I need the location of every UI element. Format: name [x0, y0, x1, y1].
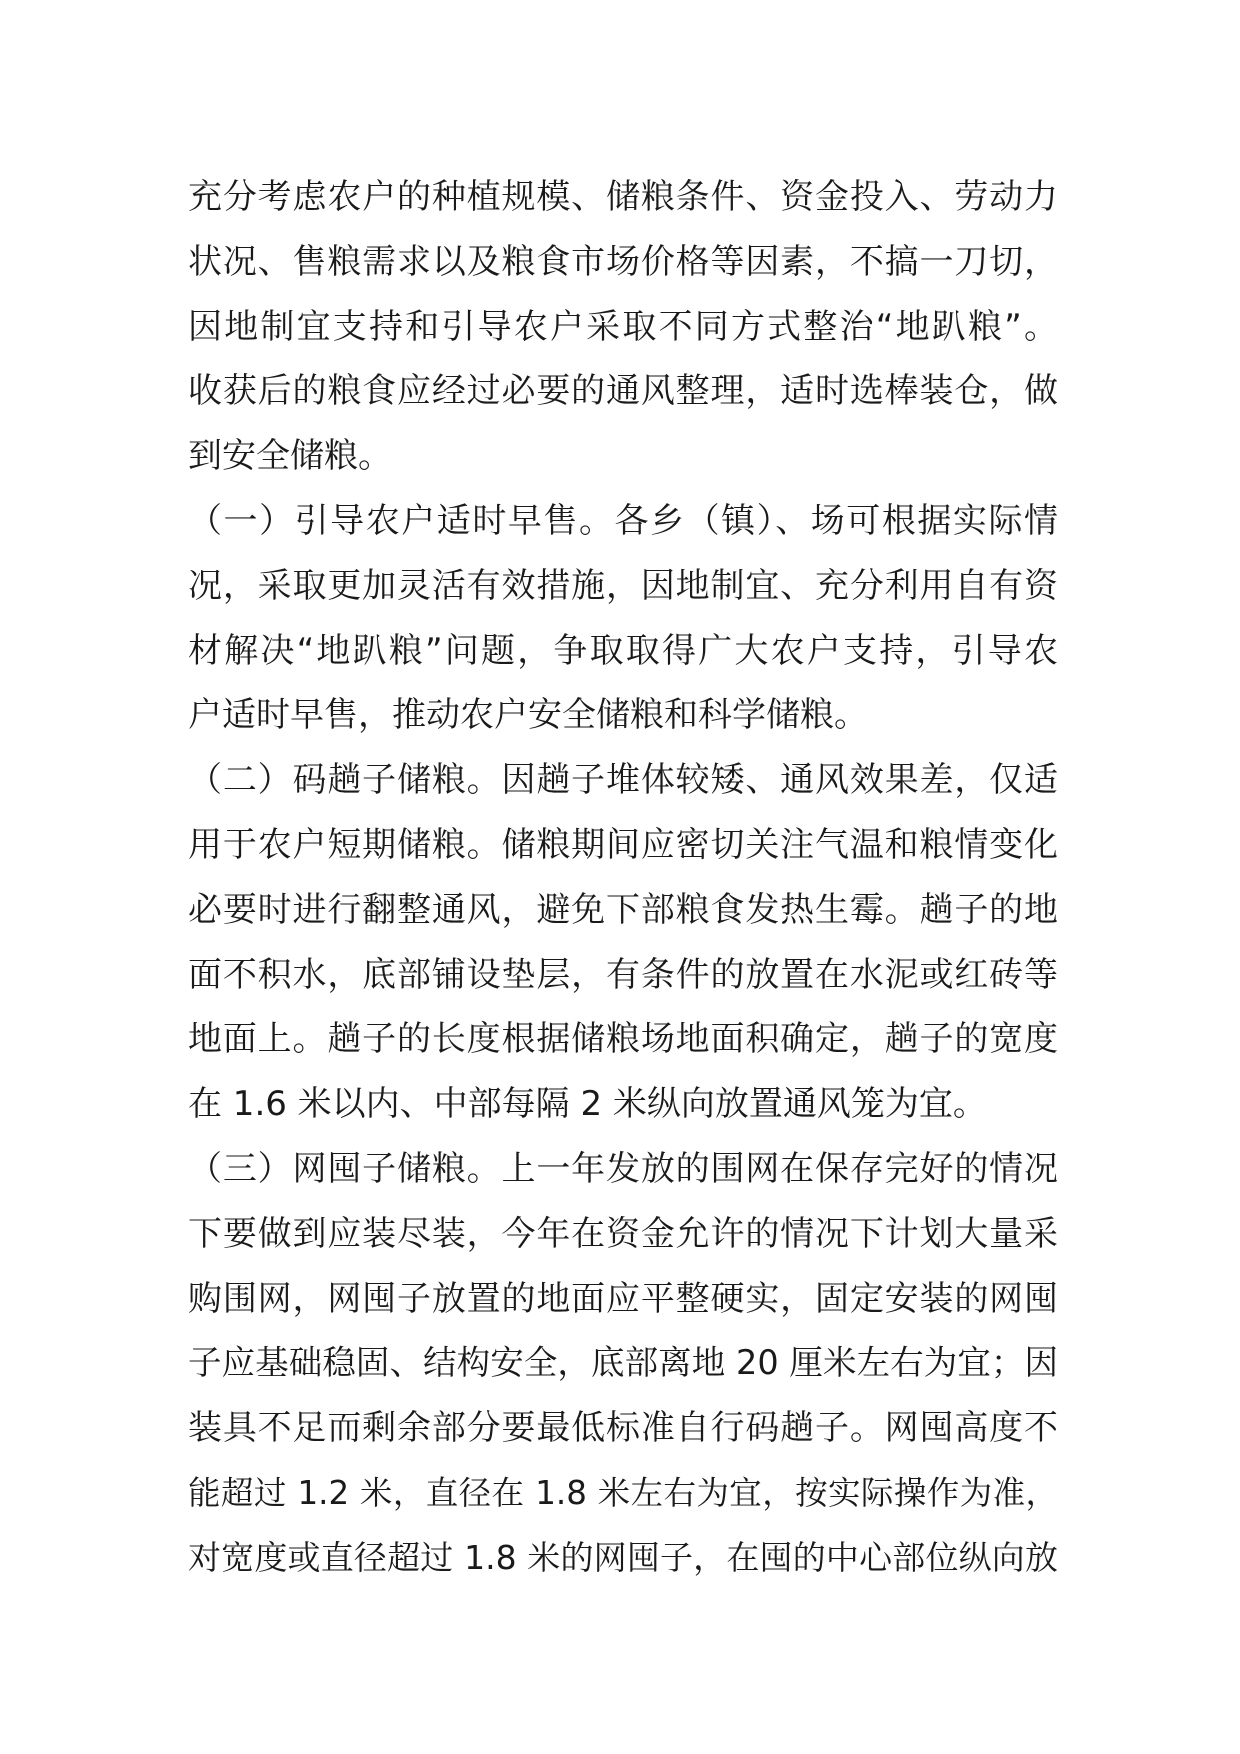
text-line: 充分考虑农户的种植规模、储粮条件、资金投入、劳动力 — [188, 177, 1058, 217]
text-line: 在 1.6 米以内、中部每隔 2 米纵向放置通风笼为宜。 — [188, 1084, 987, 1125]
text-line: 能超过 1.2 米，直径在 1.8 米左右为宜，按实际操作为准， — [188, 1473, 1058, 1512]
text-line: 购围网，网囤子放置的地面应平整硬实，固定安装的网囤 — [188, 1278, 1058, 1319]
text-line: 用于农户短期储粮。储粮期间应密切关注气温和粮情变化 — [188, 824, 1058, 865]
text-line: 下要做到应装尽装，今年在资金允许的情况下计划大量采 — [188, 1213, 1058, 1254]
text-line: （二）码趟子储粮。因趟子堆体较矮、通风效果差，仅适 — [188, 760, 1058, 801]
text-line: 地面上。趟子的长度根据储粮场地面积确定，趟子的宽度 — [188, 1019, 1058, 1060]
text-line: 因地制宜支持和引导农户采取不同方式整治“地趴粮”。 — [188, 306, 1058, 347]
text-line: 对宽度或直径超过 1.8 米的网囤子，在囤的中心部位纵向放 — [188, 1537, 1058, 1577]
text-line: 状况、售粮需求以及粮食市场价格等因素，不搞一刀切， — [188, 241, 1058, 282]
body-text — [188, 165, 1058, 1591]
text-line: 材解决“地趴粮”问题，争取取得广大农户支持，引导农 — [188, 630, 1058, 671]
text-line: 装具不足而剩余部分要最低标准自行码趟子。网囤高度不 — [188, 1408, 1058, 1449]
text-line: （三）网囤子储粮。上一年发放的围网在保存完好的情况 — [188, 1148, 1058, 1189]
text-line: 面不积水，底部铺设垫层，有条件的放置在水泥或红砖等 — [188, 954, 1058, 995]
text-line: 户适时早售，推动农户安全储粮和科学储粮。 — [188, 695, 868, 736]
text-line: 到安全储粮。 — [188, 436, 392, 477]
text-line: 收获后的粮食应经过必要的通风整理，适时选棒装仓，做 — [188, 371, 1058, 412]
text-line: （一）引导农户适时早售。各乡（镇）、场可根据实际情 — [188, 500, 1058, 541]
text-line: 必要时进行翻整通风，避免下部粮食发热生霉。趟子的地 — [188, 889, 1058, 930]
text-line: 况，采取更加灵活有效措施，因地制宜、充分利用自有资 — [188, 565, 1058, 606]
text-line: 子应基础稳固、结构安全，底部离地 20 厘米左右为宜；因 — [188, 1343, 1058, 1383]
